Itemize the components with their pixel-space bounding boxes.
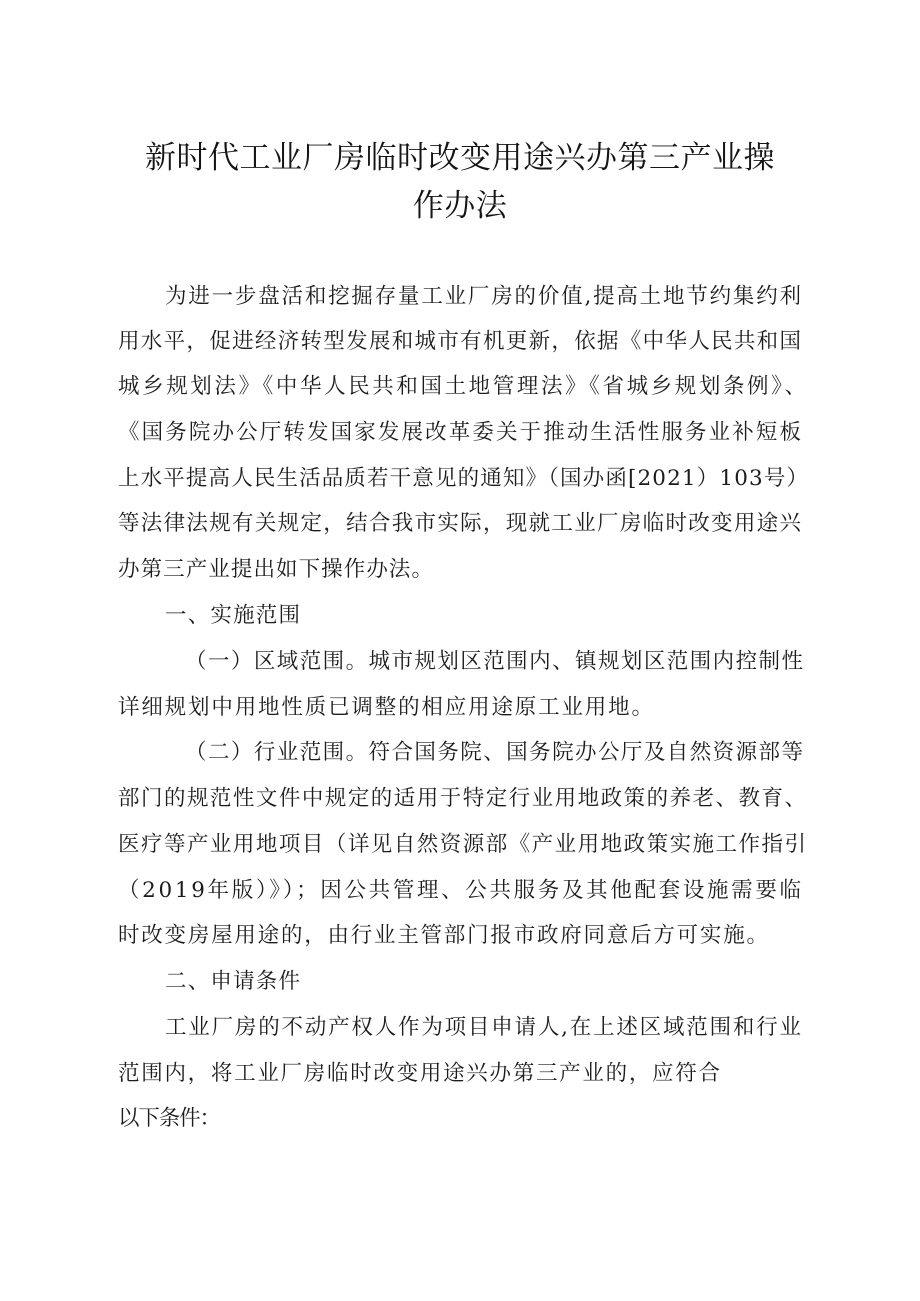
paragraph-line-9: 详细规划中用地性质已调整的相应用途原工业用地。 xyxy=(118,695,655,720)
paragraph-line-12: 医疗等产业用地项目（详见自然资源部《产业用地政策实施工作指引 xyxy=(118,832,808,857)
paragraph-line-10: （二）行业范围。符合国务院、国务院办公厅及自然资源部等 xyxy=(185,740,805,765)
paragraph-line-11: 部门的规范性文件中规定的适用于特定行业用地政策的养老、教育、 xyxy=(118,786,808,811)
paragraph-line-16: 范围内，将工业厂房临时改变用途兴办第三产业的，应符合 xyxy=(118,1061,722,1086)
document-title-line-2: 作办法 xyxy=(412,188,508,224)
section-heading-1: 一、实施范围 xyxy=(165,603,302,628)
paragraph-line-14: 时改变房屋用途的，由行业主管部门报市政府同意后方可实施。 xyxy=(118,923,770,948)
paragraph-line-15: 工业厂房的不动产权人作为项目申请人,在上述区域范围和行业 xyxy=(165,1015,803,1040)
paragraph-line-2: 用水平，促进经济转型发展和城市有机更新，依据《中华人民共和国 xyxy=(118,329,803,354)
paragraph-line-7: 办第三产业提出如下操作办法。 xyxy=(118,557,435,582)
paragraph-line-17: 以下条件： xyxy=(118,1106,220,1131)
section-heading-2: 二、申请条件 xyxy=(165,969,302,994)
paragraph-line-8: （一）区域范围。城市规划区范围内、镇规划区范围内控制性 xyxy=(185,649,805,674)
paragraph-line-3: 城乡规划法》《中华人民共和国土地管理法》《省城乡规划条例》、 xyxy=(118,374,809,399)
paragraph-line-1: 为进一步盘活和挖掘存量工业厂房的价值,提高土地节约集约利 xyxy=(165,284,803,309)
document-title-line-1: 新时代工业厂房临时改变用途兴办第三产业操 xyxy=(145,140,775,176)
paragraph-line-5: 上水平提高人民生活品质若干意见的通知》（国办函[2021）103号） xyxy=(118,466,810,491)
paragraph-line-6: 等法律法规有关规定，结合我市实际，现就工业厂房临时改变用途兴 xyxy=(118,511,803,536)
paragraph-line-4: 《国务院办公厅转发国家发展改革委关于推动生活性服务业补短板 xyxy=(118,420,804,445)
paragraph-line-13: （2019年版）》）；因公共管理、公共服务及其他配套设施需要临 xyxy=(118,878,804,903)
